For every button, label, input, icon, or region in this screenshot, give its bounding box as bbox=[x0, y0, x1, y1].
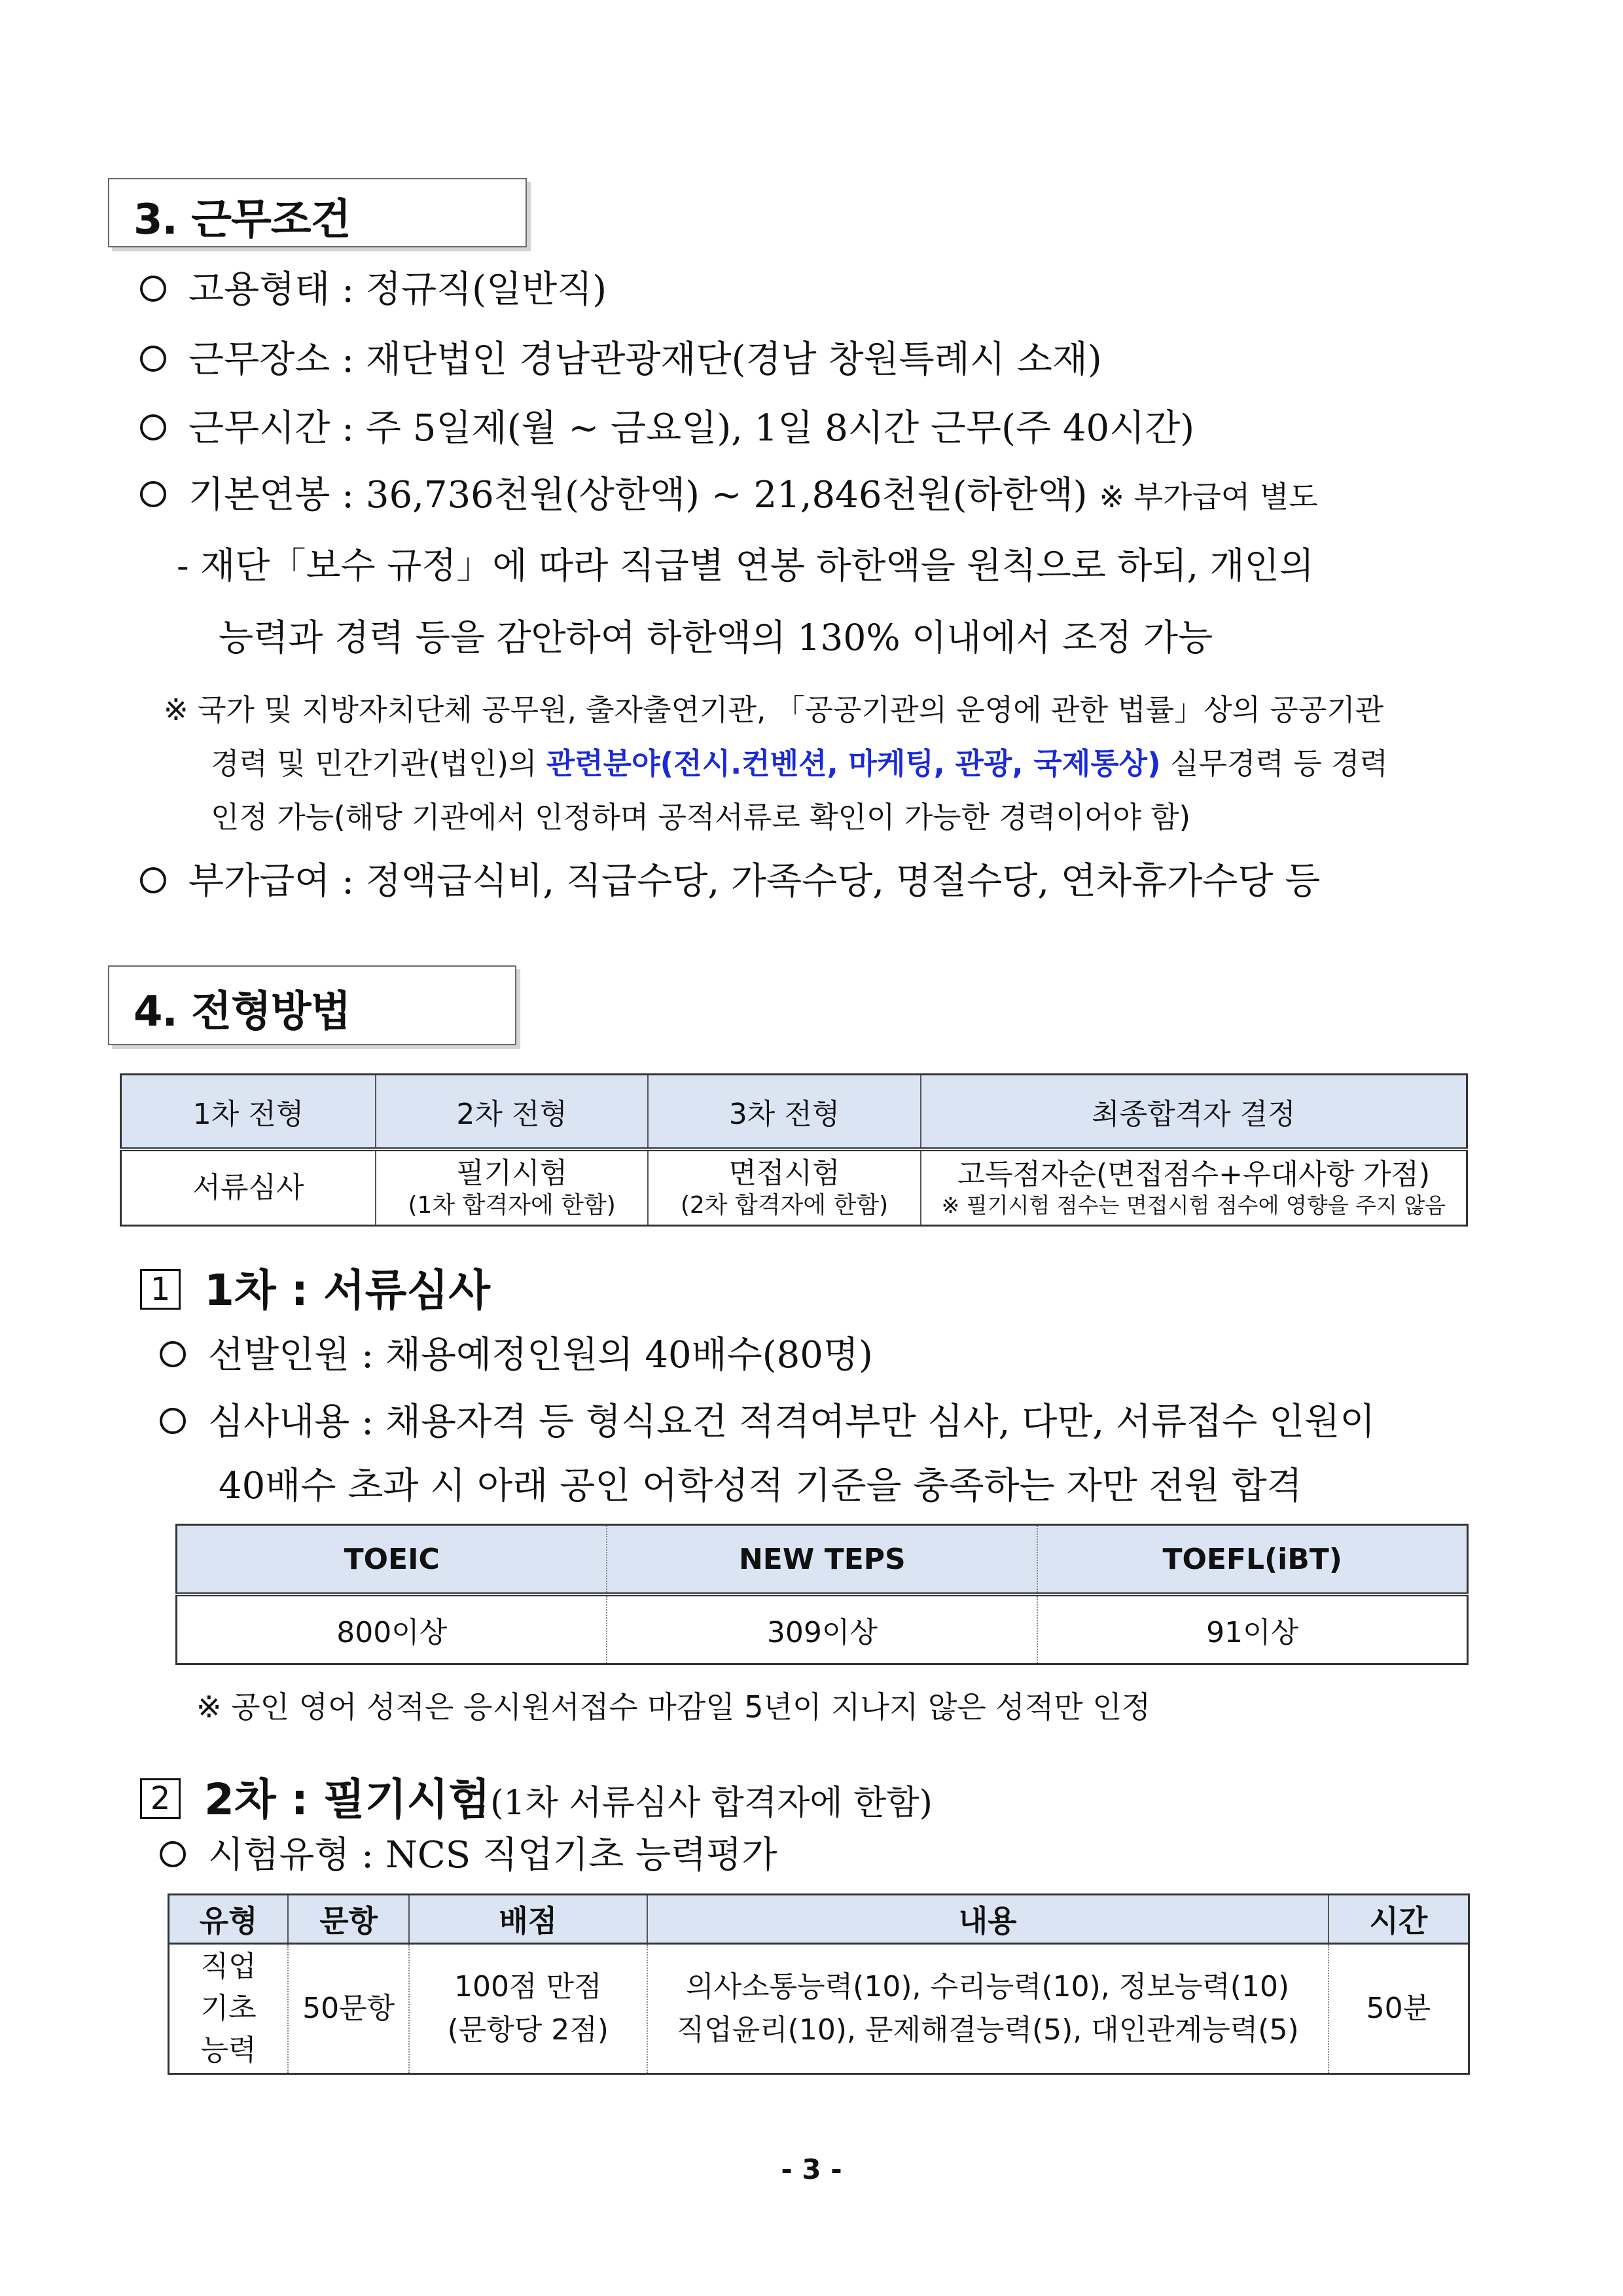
step2-heading-tail: (1차 서류심사 합격자에 한함) bbox=[490, 1784, 933, 1823]
exam-header-time: 시간 bbox=[1329, 1895, 1469, 1944]
career-note-line1: ※ 국가 및 지방자치단체 공무원, 출자출연기관, 「공공기관의 운영에 관한 법률」상의 공공기관 bbox=[164, 692, 1384, 727]
circle-bullet-icon bbox=[160, 1408, 186, 1434]
salary-extra-note: ※ 부가급여 별도 bbox=[1099, 479, 1318, 514]
exam-header-score: 배점 bbox=[409, 1895, 647, 1944]
stage-header-1: 1차 전형 bbox=[121, 1075, 376, 1150]
related-fields: 관련분야(전시.컨벤션, 마케팅, 관광, 국제통상) bbox=[546, 746, 1161, 781]
stage-cell-3: 면접시험 (2차 합격자에 한함) bbox=[648, 1149, 920, 1226]
section4-title: 4. 전형방법 bbox=[134, 988, 351, 1036]
selection-stages-table bbox=[120, 1073, 1468, 1227]
exam-questions-cell: 50문항 bbox=[288, 1944, 409, 2074]
lang-header-teps: NEW TEPS bbox=[607, 1525, 1037, 1595]
lang-value-toeic: 800이상 bbox=[177, 1594, 607, 1664]
lang-header-toeic: TOEIC bbox=[177, 1525, 607, 1595]
step1-number-box: 1 bbox=[140, 1269, 181, 1310]
lang-value-teps: 309이상 bbox=[607, 1594, 1037, 1664]
review-content-2: 40배수 초과 시 아래 공인 어학성적 기준을 충족하는 자만 전원 합격 bbox=[219, 1465, 1302, 1507]
circle-bullet-icon bbox=[140, 867, 166, 893]
exam-score-cell: 100점 만점 (문항당 2점) bbox=[409, 1944, 647, 2074]
salary-detail-2: 능력과 경력 등을 감안하여 하한액의 130% 이내에서 조정 가능 bbox=[219, 617, 1213, 658]
written-exam-table bbox=[168, 1893, 1470, 2075]
stage-header-4: 최종합격자 결정 bbox=[921, 1075, 1467, 1150]
base-salary: 기본연봉 : 36,736천원(상한액) ~ 21,846천원(하한액) ※ 부가급여 별도 bbox=[140, 466, 1318, 518]
selection-count: 선발인원 : 채용예정인원의 40배수(80명) bbox=[160, 1326, 873, 1378]
lang-value-toefl: 91이상 bbox=[1037, 1594, 1467, 1664]
exam-time-cell: 50분 bbox=[1329, 1944, 1469, 2074]
language-score-note: ※ 공인 영어 성적은 응시원서접수 마감일 5년이 지나지 않은 성적만 인정 bbox=[196, 1689, 1151, 1725]
lang-header-toefl: TOEFL(iBT) bbox=[1037, 1525, 1467, 1595]
circle-bullet-icon bbox=[140, 276, 166, 302]
stage-cell-4: 고득점자순(면접점수+우대사항 가점) ※ 필기시험 점수는 면접시험 점수에 영향을 주지 않음 bbox=[921, 1149, 1467, 1226]
work-hours: 근무시간 : 주 5일제(월 ~ 금요일), 1일 8시간 근무(주 40시간) bbox=[140, 399, 1194, 452]
exam-type-cell: 직업 기초 능력 bbox=[169, 1944, 289, 2074]
salary-detail-1: - 재단「보수 규정」에 따라 직급별 연봉 하한액을 원칙으로 하되, 개인의 bbox=[177, 545, 1314, 586]
circle-bullet-icon bbox=[160, 1341, 186, 1367]
step1-heading: 1 1차 : 서류심사 bbox=[140, 1255, 490, 1318]
step2-number-box: 2 bbox=[140, 1778, 181, 1819]
stage-cell-2: 필기시험 (1차 합격자에 한함) bbox=[376, 1149, 648, 1226]
exam-header-questions: 문항 bbox=[288, 1895, 409, 1944]
career-note-line3: 인정 가능(해당 기관에서 인정하며 공적서류로 확인이 가능한 경력이어야 함) bbox=[211, 800, 1191, 834]
career-note-line2: 경력 및 민간기관(법인)의 관련분야(전시.컨벤션, 마케팅, 관광, 국제통상) 실무경력 등 경력 bbox=[211, 746, 1388, 781]
review-content-1: 심사내용 : 채용자격 등 형식요건 적격여부만 심사, 다만, 서류접수 인원이 bbox=[160, 1393, 1375, 1445]
circle-bullet-icon bbox=[140, 414, 166, 440]
circle-bullet-icon bbox=[140, 346, 166, 372]
extra-pay: 부가급여 : 정액급식비, 직급수당, 가족수당, 명절수당, 연차휴가수당 등 bbox=[140, 852, 1320, 905]
circle-bullet-icon bbox=[140, 481, 166, 507]
stage-cell-1: 서류심사 bbox=[121, 1149, 376, 1226]
employment-type: 고용형태 : 정규직(일반직) bbox=[140, 260, 607, 313]
language-score-table bbox=[175, 1524, 1469, 1665]
circle-bullet-icon bbox=[160, 1841, 186, 1867]
exam-header-content: 내용 bbox=[647, 1895, 1329, 1944]
page-number: - 3 - bbox=[781, 2153, 842, 2185]
section3-title: 3. 근무조건 bbox=[134, 196, 351, 244]
exam-type: 시험유형 : NCS 직업기초 능력평가 bbox=[160, 1826, 777, 1878]
step2-heading: 2 2차 : 필기시험(1차 서류심사 합격자에 한함) bbox=[140, 1765, 933, 1827]
stage-header-2: 2차 전형 bbox=[376, 1075, 648, 1150]
exam-header-type: 유형 bbox=[169, 1895, 289, 1944]
work-location: 근무장소 : 재단법인 경남관광재단(경남 창원특례시 소재) bbox=[140, 331, 1102, 383]
exam-content-cell: 의사소통능력(10), 수리능력(10), 정보능력(10) 직업윤리(10), 문제해결능력(5), 대인관계능력(5) bbox=[647, 1944, 1329, 2074]
stage-header-3: 3차 전형 bbox=[648, 1075, 920, 1150]
